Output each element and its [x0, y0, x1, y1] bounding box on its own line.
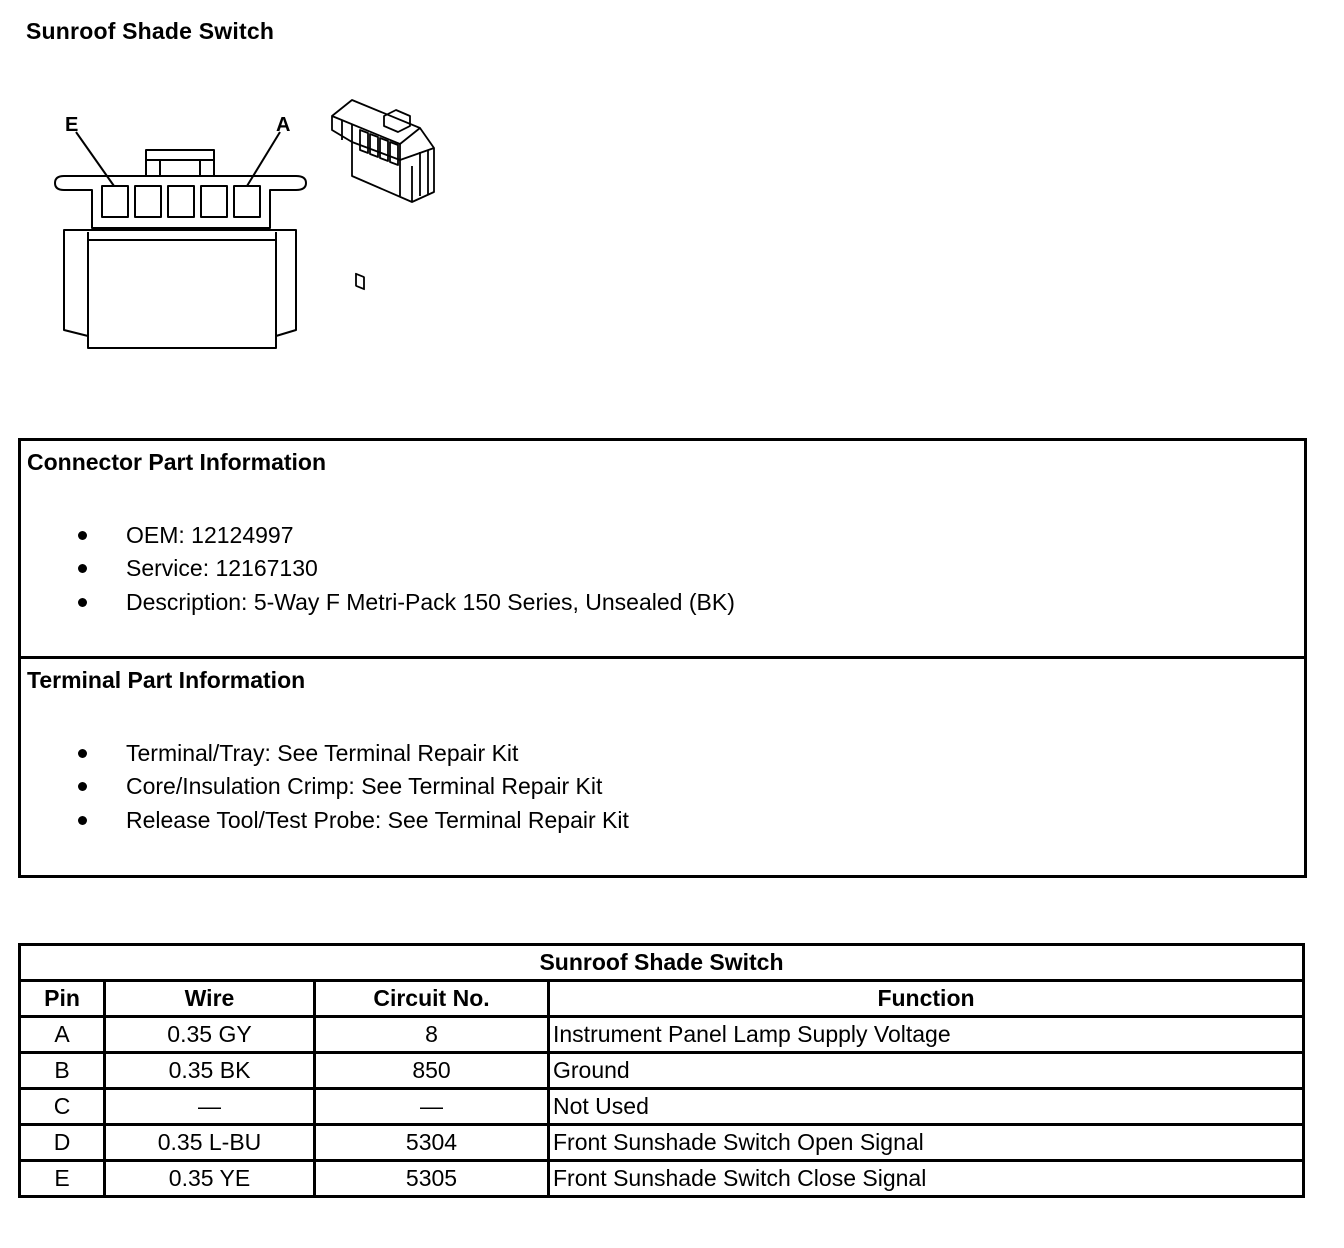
- header-pin: Pin: [20, 981, 105, 1017]
- header-wire: Wire: [105, 981, 315, 1017]
- pin-table: [18, 943, 1305, 1198]
- connector-diagram: [0, 0, 460, 360]
- terminal-info-heading: Terminal Part Information: [27, 667, 306, 693]
- connector-oem: OEM: 12124997: [126, 522, 294, 548]
- connector-iso-view: [332, 100, 434, 289]
- list-item: [21, 552, 735, 585]
- table-row: [20, 1017, 1304, 1053]
- cell-wire: —: [105, 1089, 315, 1125]
- list-item: [21, 770, 629, 803]
- pin-table-header-row: [20, 981, 1304, 1017]
- bullet-icon: [78, 749, 87, 758]
- cell-circuit: 5304: [315, 1125, 549, 1161]
- header-function: Function: [549, 981, 1304, 1017]
- terminal-part-info: [21, 656, 1304, 874]
- connector-front-view: [55, 132, 306, 348]
- list-item: [21, 804, 629, 837]
- pin-label-e: E: [65, 114, 79, 136]
- bullet-icon: [78, 531, 87, 540]
- cell-circuit: 8: [315, 1017, 549, 1053]
- bullet-icon: [78, 598, 87, 607]
- cell-wire: 0.35 BK: [105, 1053, 315, 1089]
- cell-wire: 0.35 L-BU: [105, 1125, 315, 1161]
- terminal-release-tool: Release Tool/Test Probe: See Terminal Repair Kit: [126, 806, 629, 833]
- cell-pin: C: [20, 1089, 105, 1125]
- connector-part-info: [21, 441, 1304, 656]
- cell-function: Not Used: [549, 1089, 1304, 1125]
- pin-table-caption: Sunroof Shade Switch: [20, 945, 1304, 981]
- connector-description: Description: 5-Way F Metri-Pack 150 Series, Unsealed (BK): [126, 588, 735, 615]
- cell-function: Front Sunshade Switch Close Signal: [549, 1161, 1304, 1197]
- cell-circuit: —: [315, 1089, 549, 1125]
- cell-pin: D: [20, 1125, 105, 1161]
- terminal-info-list: [21, 737, 629, 837]
- table-row: [20, 1125, 1304, 1161]
- table-row: [20, 1089, 1304, 1125]
- terminal-tray: Terminal/Tray: See Terminal Repair Kit: [126, 740, 519, 766]
- bullet-icon: [78, 564, 87, 573]
- cell-circuit: 850: [315, 1053, 549, 1089]
- part-info-box: [18, 438, 1307, 878]
- header-circuit: Circuit No.: [315, 981, 549, 1017]
- connector-service: Service: 12167130: [126, 555, 318, 582]
- bullet-icon: [78, 782, 87, 791]
- pin-label-a: A: [276, 114, 291, 136]
- page-title: Sunroof Shade Switch: [26, 18, 275, 44]
- cell-circuit: 5305: [315, 1161, 549, 1197]
- table-row: [20, 1161, 1304, 1197]
- bullet-icon: [78, 816, 87, 825]
- cell-pin: A: [20, 1017, 105, 1053]
- list-item: [21, 586, 735, 619]
- cell-pin: E: [20, 1161, 105, 1197]
- table-row: [20, 1053, 1304, 1089]
- connector-info-heading: Connector Part Information: [27, 449, 327, 475]
- cell-wire: 0.35 YE: [105, 1161, 315, 1197]
- cell-function: Instrument Panel Lamp Supply Voltage: [549, 1017, 1304, 1053]
- cell-function: Front Sunshade Switch Open Signal: [549, 1125, 1304, 1161]
- list-item: [21, 737, 629, 770]
- terminal-crimp: Core/Insulation Crimp: See Terminal Repair Kit: [126, 773, 603, 800]
- list-item: [21, 519, 735, 552]
- cell-wire: 0.35 GY: [105, 1017, 315, 1053]
- cell-pin: B: [20, 1053, 105, 1089]
- connector-info-list: [21, 519, 735, 619]
- cell-function: Ground: [549, 1053, 1304, 1089]
